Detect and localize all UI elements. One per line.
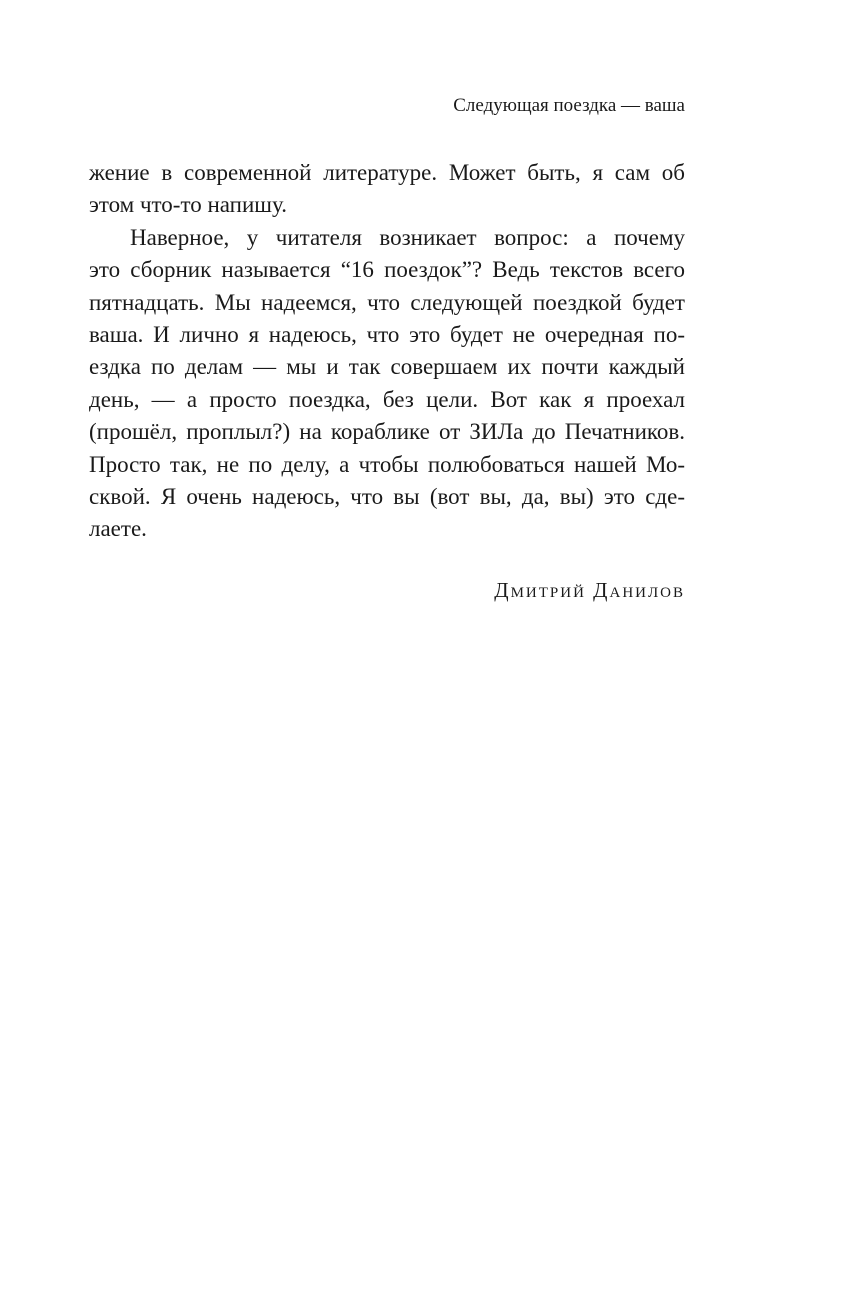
body-text: [89, 157, 685, 546]
text-line: лаете.: [89, 516, 147, 542]
text-line: пятнадцать. Мы надеемся, что следующей поездкой будет: [89, 289, 685, 315]
running-header: Следующая поездка — ваша: [453, 95, 685, 116]
text-line: ваша. И лично я надеюсь, что это будет не очередная по-: [89, 321, 685, 347]
paragraph-1: [89, 157, 685, 222]
text-line: Просто так, не по делу, а чтобы полюбоваться нашей Мо-: [89, 451, 685, 477]
text-line: это сборник называется “16 поездок”? Ведь текстов всего: [89, 257, 685, 283]
paragraph-2: [89, 222, 685, 546]
text-line: день, — а просто поездка, без цели. Вот как я проехал: [89, 386, 685, 412]
author-signature: Дмитрий Данилов: [494, 578, 685, 602]
text-line: ездка по делам — мы и так совершаем их почти каждый: [89, 354, 685, 380]
text-line: жение в современной литературе. Может быть, я сам об: [89, 160, 685, 185]
text-line: (прошёл, проплыл?) на кораблике от ЗИЛа до Печатников.: [89, 419, 685, 445]
text-line: сквой. Я очень надеюсь, что вы (вот вы, да, вы) это сде-: [89, 483, 685, 509]
text-line: Наверное, у читателя возникает вопрос: а почему: [130, 224, 685, 250]
text-line: этом что-то напишу.: [89, 192, 287, 218]
